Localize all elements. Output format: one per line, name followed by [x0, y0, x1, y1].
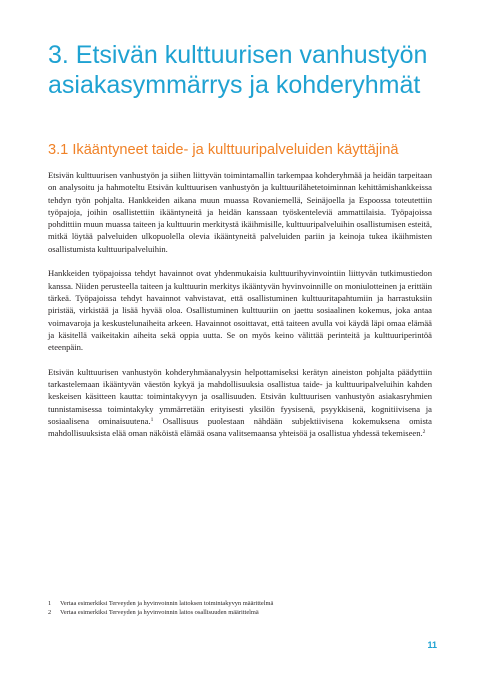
- footnote-number: 1: [48, 600, 52, 607]
- footnote-number: 2: [48, 609, 52, 616]
- footnotes: [48, 599, 438, 617]
- footnote-ref: 1: [150, 416, 154, 423]
- footnote-text: Vertaa esimerkiksi Terveyden ja hyvinvoinnin laitoksen toimintakyvyn määrittelmä: [60, 600, 274, 607]
- paragraph: Etsivän kulttuurisen vanhustyön ja siihen liittyvän toimintamallin tarkempaa kohderyhmää ja heidän tarpeitaan on analysoitu ja hahmoteltu Etsivän kulttuurisen vanhustyön ja kulttuurilähetetoiminnan kehittämishankkeissa tehdyn työn pohjalta. Hankkeiden aikana muun muassa Rovaniemellä, Seinäjoella ja Espoossa toteutettiin työpajoja, joihin osallistettiin ikääntyneitä ja heidän kanssaan työskenteleviä ammattilaisia. Työpajoissa pohdittiin muun muassa taiteen ja kulttuurin merkitystä ikäihmisille, kulttuuripalveluihin osallistumisen esteitä, mitkä löytää palveluiden ulkopuolella olevia ikääntyneitä palveluiden pariin ja keinoja tukea ikäihmisten osallistumista kulttuuripalveluihin.: [48, 170, 432, 254]
- paragraph: Hankkeiden työpajoissa tehdyt havainnot ovat yhdenmukaisia kulttuurihyvinvointiin liittyvän tutkimustiedon kanssa. Niiden perusteella taiteen ja kulttuurin merkitys ikääntyvän hyvinvoinnille on moniulotteinen ja erittäin tärkeä. Työpajoissa tehdyt havainnot vahvistavat, että osallistuminen kulttuuritapahtumiin ja harrastuksiin piristää, virkistää ja lisää hyvää oloa. Osallistuminen kulttuuriin on jaettu sosiaalinen kokemus, joka antaa voimavaroja ja keskustelunaiheita arkeen. Havainnot osoittavat, että taiteen avulla voi käydä läpi omaa elämää ja käsitellä vaikeitakin aiheita sekä oppia uutta. Se on myös keino välittää perinteitä ja kulttuuriperintöä eteenpäin.: [48, 268, 432, 353]
- body-text: [48, 169, 432, 452]
- chapter-title: 3. Etsivän kulttuurisen vanhustyön asiakasymmärrys ja kohderyhmät: [48, 41, 428, 99]
- footnote-text: Vertaa esimerkiksi Terveyden ja hyvinvoinnin laitos osallisuuden määrittelmä: [60, 609, 259, 616]
- paragraph-text: Etsivän kulttuurisen vanhustyön kohderyhmäanalyysin helpottamiseksi kerätyn aineiston pohjalta päädyttiin tarkastelemaan ikääntyvän väestön kykyä ja mahdollisuuksia osallistua taide- ja kulttuuripalveluihin kahden keskeisen käsitteen kautta: toimintakyvyn ja osallisuuden. Etsivän kulttuurisen vanhustyön asiakasryhmien tunnistamisessa toimintakyky ymmärretään erityisesti yksilön fyysisenä, psyykkisenä, kognitiivisena ja sosiaalisena ominaisuutena.: [48, 366, 432, 426]
- page-number: 11: [427, 640, 437, 650]
- paragraph-text: Osallisuus puolestaan nähdään subjektiivisena kokemuksena omista mahdollisuuksista elää oman näköistä elämää osana valitsemaansa yhteisöä ja osallistua yhdessä tekemiseen.: [48, 415, 432, 439]
- footnote: [48, 599, 438, 608]
- footnote-ref: 2: [422, 429, 426, 436]
- footnote: [48, 608, 438, 617]
- paragraph: [48, 366, 432, 440]
- section-title: 3.1 Ikääntyneet taide- ja kulttuuripalveluiden käyttäjinä: [48, 142, 399, 158]
